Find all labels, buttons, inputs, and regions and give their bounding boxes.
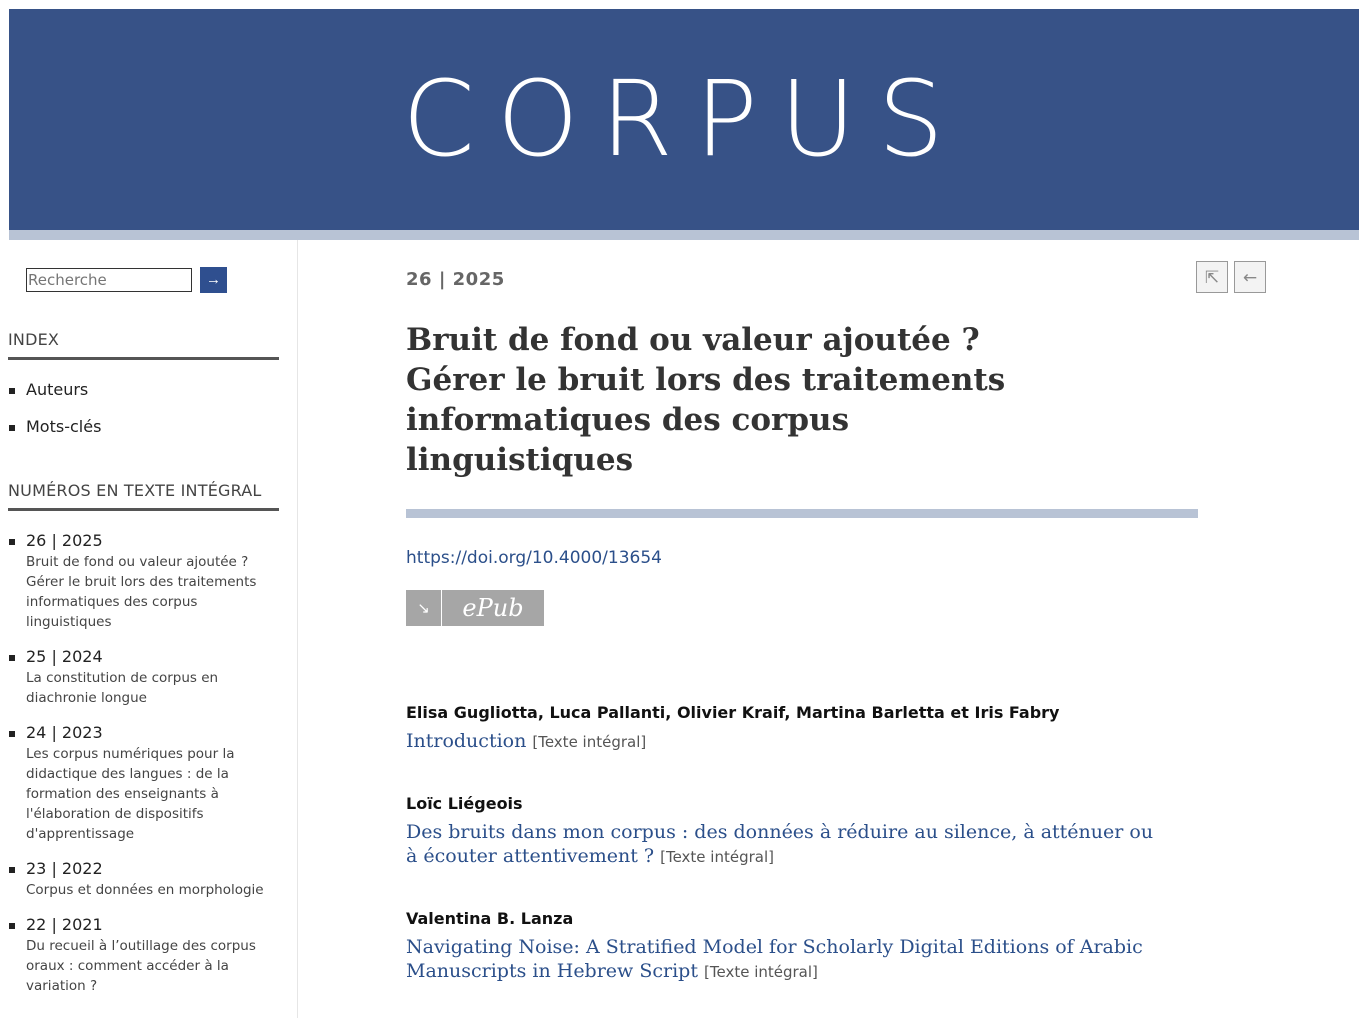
title-divider [406, 509, 1198, 518]
article-entry [406, 794, 1166, 869]
issue-title[interactable]: Les corpus numériques pour la didactique des langues : de la formation des enseignants à l'élaboration de dispositifs d'apprentissage [26, 746, 235, 842]
index-list [8, 379, 270, 453]
title-line: Bruit de fond ou valeur ajoutée ? [406, 322, 980, 358]
issues-heading: NUMÉROS EN TEXTE INTÉGRAL [8, 481, 279, 511]
issue-number[interactable]: 25 | 2024 [26, 647, 103, 666]
doi-link[interactable]: https://doi.org/10.4000/13654 [406, 548, 662, 568]
issue-number[interactable]: 24 | 2023 [26, 723, 103, 742]
back-button[interactable] [1234, 261, 1266, 293]
title-line: linguistiques [406, 442, 634, 478]
banner-divider [9, 230, 1359, 240]
full-text-link[interactable]: [Texte intégral] [704, 963, 818, 981]
full-text-link[interactable]: [Texte intégral] [532, 733, 647, 751]
issue-number[interactable]: 26 | 2025 [26, 531, 103, 550]
arrow-up-left-icon: ⇱ [1204, 268, 1220, 288]
article-title-link[interactable]: Navigating Noise: A Stratified Model for Scholarly Digital Editions of Arabic Manuscripts in Hebrew Script [406, 936, 1143, 982]
epub-download-button[interactable] [406, 590, 544, 626]
arrow-down-right-icon: ↘ [406, 590, 442, 626]
issue-number[interactable]: 23 | 2022 [26, 859, 103, 878]
index-item-mots-cles[interactable]: Mots-clés [8, 416, 270, 453]
site-logo[interactable]: CORPUS [402, 58, 966, 180]
arrow-right-icon: → [206, 271, 221, 288]
issue-item[interactable] [8, 722, 270, 844]
arrow-left-icon: ← [1242, 268, 1258, 288]
article-title-link[interactable]: Des bruits dans mon corpus : des données à réduire au silence, à atténuer ou à écouter attentivement ? [406, 821, 1154, 867]
issue-item[interactable] [8, 530, 270, 632]
issue-item[interactable] [8, 914, 270, 996]
search-input[interactable] [26, 268, 192, 292]
article-title-link[interactable]: Introduction [406, 730, 527, 752]
issue-title[interactable]: Corpus et données en morphologie [26, 882, 264, 898]
article-authors: Elisa Gugliotta, Luca Pallanti, Olivier Kraif, Martina Barletta et Iris Fabry [406, 703, 1060, 722]
search-submit-button[interactable] [200, 267, 227, 293]
index-item-auteurs[interactable]: Auteurs [8, 379, 270, 416]
issue-title[interactable]: Du recueil à l’outillage des corpus oraux : comment accéder à la variation ? [26, 938, 256, 994]
epub-label: ePub [462, 594, 524, 622]
full-text-link[interactable]: [Texte intégral] [660, 848, 774, 866]
sidebar [0, 240, 298, 1018]
article-entry [406, 909, 1166, 984]
page-title [406, 320, 1046, 480]
article-authors: Loïc Liégeois [406, 794, 523, 813]
issue-title[interactable]: Bruit de fond ou valeur ajoutée ? Gérer le bruit lors des traitements informatiques des corpus linguistiques [26, 554, 257, 630]
site-banner[interactable] [9, 9, 1359, 230]
article-entry [406, 703, 1166, 754]
up-button[interactable] [1196, 261, 1228, 293]
issue-item[interactable] [8, 646, 270, 708]
issues-list [8, 530, 270, 1010]
index-heading: INDEX [8, 330, 279, 360]
issue-label: 26 | 2025 [406, 269, 505, 290]
title-line: informatiques des corpus [406, 402, 850, 438]
issue-title[interactable]: La constitution de corpus en diachronie longue [26, 670, 219, 706]
article-authors: Valentina B. Lanza [406, 909, 574, 928]
title-line: Gérer le bruit lors des traitements [406, 362, 1006, 398]
issue-item[interactable] [8, 858, 270, 900]
issue-number[interactable]: 22 | 2021 [26, 915, 103, 934]
